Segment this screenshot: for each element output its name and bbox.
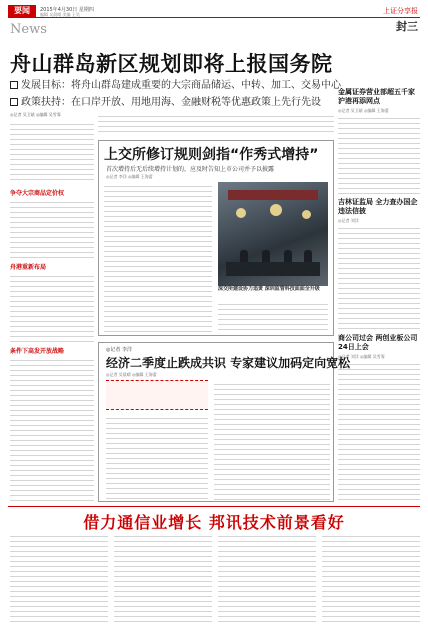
text-line xyxy=(104,327,212,332)
economy-kicker: ◎记者 李洋 xyxy=(106,347,132,353)
text-line xyxy=(338,324,420,329)
photo-light xyxy=(270,204,282,216)
bottom-body-4 xyxy=(322,532,420,622)
text-line xyxy=(10,253,94,258)
text-line xyxy=(10,337,94,342)
economy-body-1 xyxy=(106,414,208,500)
text-line xyxy=(10,496,94,501)
right-headline-1: 金属证券营业部超五千家 沪港再添网点 xyxy=(338,88,415,105)
text-line xyxy=(10,175,94,180)
right-headline-3: 商公司过会 两创业板公司24日上会 xyxy=(338,334,418,351)
economy-byline: ◎记者 吴晨晴 ◎编辑 王海蕾 xyxy=(106,372,157,377)
text-line xyxy=(114,617,212,622)
news-photo xyxy=(218,182,328,286)
photo-caption-body xyxy=(218,300,328,332)
bottom-headline: 借力通信业增长 邦讯技术前景看好 xyxy=(83,513,345,532)
right-byline-2: ◎记者 刘洋 xyxy=(338,218,359,223)
lead-body-3 xyxy=(10,272,94,342)
feature-headline: 上交所修订规则剑指“作秀式增持” xyxy=(104,147,319,163)
news-label: News xyxy=(10,22,47,37)
text-line xyxy=(338,495,420,500)
checkbox-bullet-icon xyxy=(10,98,18,106)
text-line xyxy=(338,189,420,194)
photo-light xyxy=(302,210,311,219)
right-body-2 xyxy=(338,224,420,330)
issue-date: 2015年4月30日 星期四 xyxy=(40,7,94,13)
text-line xyxy=(214,495,330,500)
right-body-3 xyxy=(338,360,420,502)
page-editor: 编辑 吴晨晴 美编 王昊 xyxy=(40,12,80,17)
photo-desk xyxy=(226,262,320,276)
lead-deck-1: 发展目标：将舟山群岛建成重要的大宗商品储运、中转、加工、交易中心 xyxy=(10,76,341,91)
bottom-rule xyxy=(8,506,420,507)
feature-byline: ◎记者 李洋 ◎编辑 王海蕾 xyxy=(106,174,153,179)
lead-body-1 xyxy=(10,120,94,184)
lead-body-4 xyxy=(10,356,94,502)
right-headline-2: 吉林证监局 全力查办国企违法信披 xyxy=(338,198,418,215)
text-line xyxy=(218,617,316,622)
feature-subtitle: 首次增持后无后续增持计划的，应及时告知上市公司并予以披露 xyxy=(106,166,275,173)
section-tag: 上证分享报 xyxy=(383,7,418,15)
bottom-body-3 xyxy=(218,532,316,622)
text-line xyxy=(10,617,108,622)
bottom-body-1 xyxy=(10,532,108,622)
lead-body-2 xyxy=(10,198,94,258)
lead-intro-body xyxy=(98,112,334,136)
text-line xyxy=(98,127,334,132)
lead-subhead-1: 争夺大宗商品定价权 xyxy=(10,190,65,197)
feature-body xyxy=(104,182,212,332)
text-line xyxy=(218,325,328,330)
right-byline-1: ◎记者 吴卫斌 ◎编辑 王海蕾 xyxy=(338,108,389,113)
photo-caption: 深交所建设协力追责 深圳监管科技面面全升级 xyxy=(218,286,320,292)
page-number: 封三 xyxy=(396,20,418,33)
text-line xyxy=(106,494,208,499)
economy-body-2 xyxy=(214,380,330,500)
photo-banner xyxy=(228,190,318,200)
lead-deck-2: 政策扶持：在口岸开放、用地用海、金融财税等优惠政策上先行先设 xyxy=(10,93,321,108)
checkbox-bullet-icon xyxy=(10,81,18,89)
bottom-body-2 xyxy=(114,532,212,622)
economy-headline: 经济二季度止跌成共识 专家建议加码定向宽松 xyxy=(106,356,351,370)
economy-pullquote xyxy=(106,380,208,410)
right-body-1 xyxy=(338,114,420,194)
right-byline-3: ◎记者 刘洋 ◎编辑 吴雪霏 xyxy=(338,354,385,359)
lead-subhead-2: 舟港重新布局 xyxy=(10,264,47,271)
photo-light xyxy=(236,208,246,218)
lead-subhead-3: 条件下高发开放战略 xyxy=(10,348,65,355)
lead-byline: ◎记者 吴卫斌 ◎编辑 吴雪霏 xyxy=(10,112,61,117)
text-line xyxy=(322,617,420,622)
lead-headline: 舟山群岛新区规划即将上报国务院 xyxy=(10,52,333,76)
paper-logo: 要闻 xyxy=(8,5,36,17)
